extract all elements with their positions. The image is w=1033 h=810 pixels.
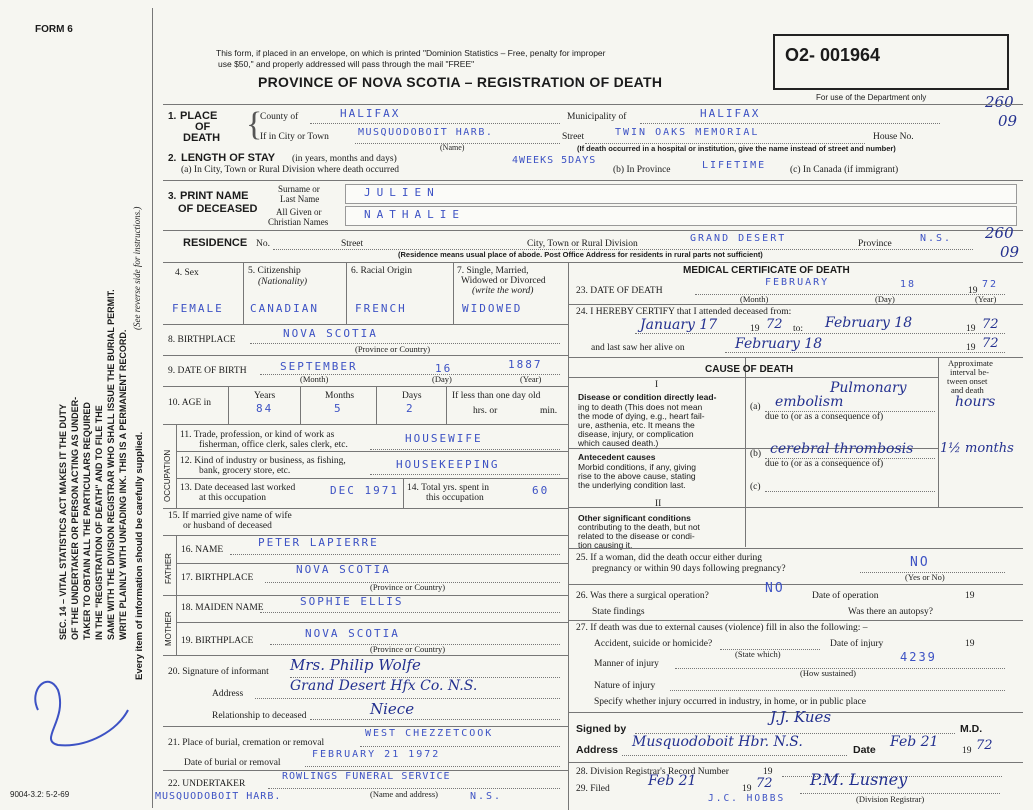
q13-label-1: 13. Date deceased last worked [180,483,296,493]
interval-label-3: tween onset [947,376,988,386]
father-side-label: FATHER [164,553,173,584]
attended-to: February 18 [825,315,913,331]
surname-value: JULIEN [364,186,440,199]
mail-instruction-line2: use $50," and properly addressed will pass through the mail "FREE" [218,59,475,69]
rule-row-8 [163,324,568,325]
cause-a-value-2: embolism [775,394,844,410]
filed-century: 19 [742,784,752,794]
q25-label-2: pregnancy or within 90 days following pregnancy? [592,564,786,574]
q14-label-1: 14. Total yrs. spent in [407,483,490,493]
q11-line [370,449,560,450]
registrar-signature: P.M. Lusney [810,770,908,789]
col-div-7 [453,262,454,324]
direct-label-5: disease, injury, or complication [578,429,694,439]
to-century: 19 [966,324,976,334]
sex-label: 4. Sex [175,268,199,278]
stay-c-label: (c) In Canada (if immigrant) [790,165,899,175]
direct-label-1: Disease or condition directly lead- [578,392,717,402]
code-4239: 4239 [900,650,937,664]
municipality-label: Municipality of [567,112,627,122]
rule-after-name [163,230,1023,231]
to-year: 72 [982,317,999,332]
rule-part-2 [568,507,1023,508]
given-value: NATHALIE [364,208,465,221]
place-of-label: OF [195,121,211,133]
death-day: 18 [900,279,917,290]
stay-a-label: (a) In City, Town or Rural Division where death occurred [181,165,400,175]
medical-heading: MEDICAL CERTIFICATE OF DEATH [683,265,850,276]
age-years: 84 [256,402,274,415]
informant-address-label: Address [212,689,244,699]
q12-label-2: bank, grocery store, etc. [199,466,291,476]
surname-label-2: Last Name [280,194,320,204]
cause-b-value: cerebral thrombosis [770,441,914,457]
rule-row-12 [176,451,568,452]
informant-sig-label: 20. Signature of informant [168,667,269,677]
side-instruction-8: Every item of information should be carefully supplied. [134,431,145,680]
father-birthplace: NOVA SCOTIA [296,563,391,576]
residence-division-label: City, Town or Rural Division [527,239,638,249]
name-num: 3. [168,191,177,202]
rule-grid-top [163,262,1023,263]
rule-row-10 [163,386,568,387]
how-sustained-caption: (How sustained) [800,668,856,678]
spouse-label-1: 15. If married give name of wife [168,511,292,521]
rule-row-19 [176,622,568,623]
state-findings-label: State findings [592,607,645,617]
q14-value: 60 [532,484,550,497]
cause-b-label: (b) [750,449,762,459]
age-years-label: Years [254,391,276,401]
mail-instruction-line1: This form, if placed in an envelope, on which is printed "Dominion Statistics – Free, penalty for improper [216,48,606,58]
physician-date-label: Date [853,744,876,756]
other-label-2: contributing to the death, but not [578,522,700,532]
to-label: to: [793,324,804,334]
q14-div [403,478,404,508]
grid-divider-middle [568,262,569,810]
municipality-line [640,123,940,124]
q11-label-1: 11. Trade, profession, or kind of work as [180,430,335,440]
side-instruction-6: WRITE PLAINLY WITH UNFADING INK. THIS IS A PERMANENT RECORD. [118,329,128,640]
last-saw-label: and last saw her alive on [591,343,685,353]
form-title: PROVINCE OF NOVA SCOTIA – REGISTRATION OF DEATH [258,74,663,90]
col-div-6 [346,262,347,324]
mother-side-label: MOTHER [164,611,173,646]
cause-b-interval: 1½ months [940,441,1014,456]
age-div-1 [228,386,229,424]
antecedent-label-1: Antecedent causes [578,452,656,462]
operation-century: 19 [965,591,975,601]
dob-label: 9. DATE OF BIRTH [168,366,247,376]
margin-pen-mark [18,650,138,750]
occupation-side-label: OCCUPATION [163,449,172,502]
operation-date-label: Date of operation [812,591,879,601]
cause-a-due-to: due to (or as a consequence of) [765,412,884,422]
q24-label: 24. I HEREBY CERTIFY that I attended deceased from: [576,307,792,317]
death-year: 72 [982,279,999,290]
death-year-caption: (Year) [975,294,997,304]
from-century: 19 [750,324,760,334]
street-value: TWIN OAKS MEMORIAL [615,127,760,138]
street-label: Street [562,132,585,142]
age-days-label: Days [402,391,422,401]
death-month-caption: (Month) [740,294,769,304]
attended-from: January 17 [640,317,718,333]
q28-label: 28. Division Registrar's Record Number [576,767,729,777]
filed-year: 72 [756,776,773,791]
birthplace-value: NOVA SCOTIA [283,327,378,340]
age-days: 2 [406,402,415,415]
other-label-3: related to the disease or condi- [578,531,695,541]
place-label: PLACE [180,110,218,122]
age-months: 5 [334,402,343,415]
burial-place-label: 21. Place of burial, cremation or removal [168,738,325,748]
undertaker-label: 22. UNDERTAKER [168,779,246,789]
undertaker-address: MUSQUODOBOIT HARB. [155,791,282,802]
maiden-name-label: 18. MAIDEN NAME [181,603,264,613]
informant-address: Grand Desert Hfx Co. N.S. [290,678,478,694]
manner-label: Manner of injury [594,659,659,669]
cause-roman-1: I [655,380,659,390]
other-label-4: tion causing it. [578,540,633,550]
citizenship-value: CANADIAN [250,302,319,315]
cause-a-value-1: Pulmonary [830,380,907,396]
residence-label: RESIDENCE [183,237,248,249]
undertaker-caption: (Name and address) [370,789,438,799]
margin-note-260-top: 260 [985,93,1014,111]
cause-heading-rule [568,377,938,378]
department-use-label: For use of the Department only [816,93,927,102]
rule-q25 [568,548,1023,549]
citizenship-label-1: 5. Citizenship [248,266,301,276]
stay-sub: (in years, months and days) [292,154,397,164]
last-saw-line [725,352,1005,353]
side-instruction-7: (See reverse side for instructions.) [132,206,142,330]
q27-label: 27. If death was due to external causes (violence) fill in also the following: – [576,623,868,633]
mother-birthplace-label: 19. BIRTHPLACE [181,636,254,646]
side-instruction-4: IN THE "REGISTRATION OF DEATH" AND TO FILE THE [94,405,104,640]
from-year: 72 [766,317,783,332]
side-instruction-3: TAKER TO OBTAIN ALL THE PARTICULARS REQUIRED [82,402,92,640]
death-century: 19 [968,286,978,296]
residence-note: (Residence means usual place of abode. Post Office Address for residents in rural parts not sufficient) [398,250,763,259]
residence-province: N.S. [920,233,953,244]
q25-value: NO [910,555,930,570]
rule-row-21 [163,726,568,727]
q25-caption: (Yes or No) [905,572,945,582]
sex-value: FEMALE [172,302,224,315]
of-deceased-label: OF DECEASED [178,203,258,215]
q26-label: 26. Was there a surgical operation? [576,591,709,601]
q25-label-1: 25. If a woman, did the death occur either during [576,553,762,563]
md-label: M.D. [960,723,983,735]
registration-number-box [773,34,1009,90]
dob-month: SEPTEMBER [280,360,358,373]
cause-a-label: (a) [750,402,761,412]
age-less-label-1: If less than one day old [452,391,541,401]
marital-label-3: (write the word) [472,286,534,296]
city-value: MUSQUODOBOIT HARB. [358,127,494,138]
q26-value: NO [765,581,785,596]
marital-label-1: 7. Single, Married, [457,266,529,276]
age-less-label-3: min. [540,406,558,416]
cause-heading: CAUSE OF DEATH [705,364,794,375]
nature-line [670,690,1005,691]
side-instruction-5: SAME WITH THE DIVISION REGISTRAR WHO SHALL ISSUE THE BURIAL PERMIT. [106,289,116,640]
city-name-caption: (Name) [440,143,465,152]
racial-value: FRENCH [355,302,407,315]
mother-birthplace-caption: (Province or Country) [370,644,446,654]
registrar-caption: (Division Registrar) [856,794,925,804]
birthplace-label: 8. BIRTHPLACE [168,335,236,345]
relationship-value: Niece [370,700,415,718]
q11-value: HOUSEWIFE [405,432,483,445]
father-birthplace-label: 17. BIRTHPLACE [181,573,254,583]
death-day-caption: (Day) [875,294,895,304]
given-label-2: Christian Names [268,217,329,227]
stay-num: 2. [168,153,177,164]
dob-year-caption: (Year) [520,374,542,384]
cause-c-line [765,491,935,492]
rule-q26 [568,584,1023,585]
mother-side-div [176,595,177,655]
spouse-label-2: or husband of deceased [183,521,272,531]
age-div-3 [376,386,377,424]
direct-label-6: which caused death.) [578,438,659,448]
maiden-name: SOPHIE ELLIS [300,595,404,608]
cause-a-interval: hours [955,394,996,410]
registration-number: O2- 001964 [785,45,881,65]
death-month: FEBRUARY [765,277,830,288]
physician-date-century: 19 [962,746,972,756]
physician-address-line [622,755,847,756]
father-birthplace-caption: (Province or Country) [370,582,446,592]
cause-left-col [745,357,746,547]
injury-century: 19 [965,639,975,649]
other-label-1: Other significant conditions [578,513,691,523]
burial-date: FEBRUARY 21 1972 [312,749,441,760]
record-century: 19 [763,767,773,777]
last-saw-date: February 18 [735,336,823,352]
rule-after-stay [163,180,1023,181]
rule-row-9 [163,355,568,356]
citizenship-label-2: (Nationality) [258,277,308,287]
stay-label: LENGTH OF STAY [181,152,276,164]
autopsy-label: Was there an autopsy? [848,607,933,617]
dob-month-caption: (Month) [300,374,329,384]
residence-street-label: Street [341,239,364,249]
informant-address-line [255,698,560,699]
birthplace-caption: (Province or Country) [355,344,431,354]
q11-label-2: fisherman, office clerk, sales clerk, etc. [199,440,348,450]
mother-birthplace: NOVA SCOTIA [305,627,400,640]
antecedent-label-2: Morbid conditions, if any, giving [578,462,696,472]
burial-date-line [305,766,560,767]
last-saw-year: 72 [982,336,999,351]
cause-interval-col [938,357,939,507]
city-label: If in City or Town [260,132,329,142]
informant-signature: Mrs. Philip Wolfe [290,656,421,674]
marital-value: WIDOWED [462,302,523,315]
marital-label-2: Widowed or Divorced [461,276,546,286]
father-name-label: 16. NAME [181,545,224,555]
hospital-note: (If death occurred in a hospital or institution, give the name instead of street and number) [577,144,896,153]
left-margin-line [152,8,153,808]
dob-year: 1887 [508,358,543,371]
q12-value: HOUSEKEEPING [396,458,500,471]
undertaker-name: ROWLINGS FUNERAL SERVICE [282,771,451,782]
rule-row-13 [176,478,568,479]
county-line [310,123,560,124]
q14-label-2: this occupation [426,493,484,503]
municipality-value: HALIFAX [700,107,761,120]
interval-label-1: Approximate [948,358,993,368]
racial-label: 6. Racial Origin [351,266,412,276]
death-label: DEATH [183,132,221,144]
county-label: County of [260,112,299,122]
nature-label: Nature of injury [594,681,656,691]
dob-day-caption: (Day) [432,374,452,384]
margin-note-09-mid: 09 [1000,243,1020,261]
rule-q24 [568,304,1023,305]
residence-no-label: No. [256,239,270,249]
attended-line [635,333,1005,334]
physician-date: Feb 21 [890,734,939,750]
place-num: 1. [168,111,177,122]
cause-c-label: (c) [750,482,761,492]
antecedent-label-4: the underlying condition last. [578,480,686,490]
print-name-label: PRINT NAME [180,190,249,202]
rule-registrar [568,762,1023,763]
age-months-label: Months [325,391,355,401]
maiden-name-line [260,612,560,613]
signed-by-label: Signed by [576,723,627,735]
antecedent-label-3: rise to the above cause, stating [578,471,696,481]
rule-row-11 [163,424,568,425]
filed-date: Feb 21 [648,773,697,789]
registrar-initials: J.C. HOBBS [708,793,786,804]
age-less-label-2: hrs. or [473,406,498,416]
direct-label-3: the mode of dying, e.g., heart fail- [578,411,705,421]
margin-note-09-top: 09 [998,112,1018,130]
age-div-2 [300,386,301,424]
stay-b-value: LIFETIME [702,160,767,171]
physician-address-label: Address [576,744,619,756]
q23-label: 23. DATE OF DEATH [576,286,663,296]
header-rule [163,104,1023,105]
residence-province-label: Province [858,239,892,249]
q12-label-1: 12. Kind of industry or business, as fishing, [180,456,346,466]
age-label: 10. AGE in [168,398,212,408]
printed-code: 9004-3.2: 5-2-69 [10,790,70,799]
house-no-label: House No. [873,132,914,142]
given-label-1: All Given or [276,207,322,217]
father-side-div [176,535,177,595]
interval-label-4: and death [951,385,984,395]
surname-label-1: Surname or [278,184,320,194]
brace-place: { [246,106,263,143]
rule-q27 [568,620,1023,621]
q29-label: 29. Filed [576,784,610,794]
burial-place-line [360,746,560,747]
physician-date-year: 72 [976,738,993,753]
stay-b-label: (b) In Province [613,165,671,175]
relationship-line [310,719,560,720]
dob-day: 16 [435,362,453,375]
county-value: HALIFAX [340,107,401,120]
accident-label: Accident, suicide or homicide? [594,639,713,649]
relationship-label: Relationship to deceased [212,711,307,721]
form-label: FORM 6 [35,24,73,35]
father-name-line [230,554,560,555]
residence-division: GRAND DESERT [690,233,787,244]
father-name: PETER LAPIERRE [258,536,379,549]
burial-place: WEST CHEZZETCOOK [365,728,494,739]
cause-roman-2: II [655,499,662,509]
side-instruction-1: SEC. 14 – VITAL STATISTICS ACT MAKES IT THE DUTY [58,403,68,640]
margin-note-260-mid: 260 [985,224,1014,242]
specify-label: Specify whether injury occurred in industry, in home, or in public place [594,697,866,707]
q13-label-2: at this occupation [199,493,267,503]
q13-value: DEC 1971 [330,484,399,497]
surname-boxes [345,184,1017,204]
col-div-5 [243,262,244,324]
side-instruction-2: OF THE UNDERTAKER OR PERSON ACTING AS UNDER- [70,396,80,640]
state-which-caption: (State which) [735,649,781,659]
q12-line [370,474,560,475]
direct-label-4: ure, asthenia, etc. It means the [578,420,695,430]
cause-b-due-to: due to (or as a consequence of) [765,459,884,469]
physician-address: Musquodoboit Hbr. N.S. [632,734,803,750]
last-saw-century: 19 [966,343,976,353]
rule-row-15 [163,508,568,509]
age-div-4 [446,386,447,424]
burial-date-label: Date of burial or removal [184,758,281,768]
occupation-side-div [176,424,177,508]
interval-label-2: interval be- [950,367,989,377]
physician-signature: J.J. Kues [770,708,832,726]
direct-label-2: ing to death (This does not mean [578,402,703,412]
stay-a-value: 4WEEKS 5DAYS [512,155,597,166]
undertaker-address-2: N.S. [470,791,503,802]
injury-date-label: Date of injury [830,639,884,649]
